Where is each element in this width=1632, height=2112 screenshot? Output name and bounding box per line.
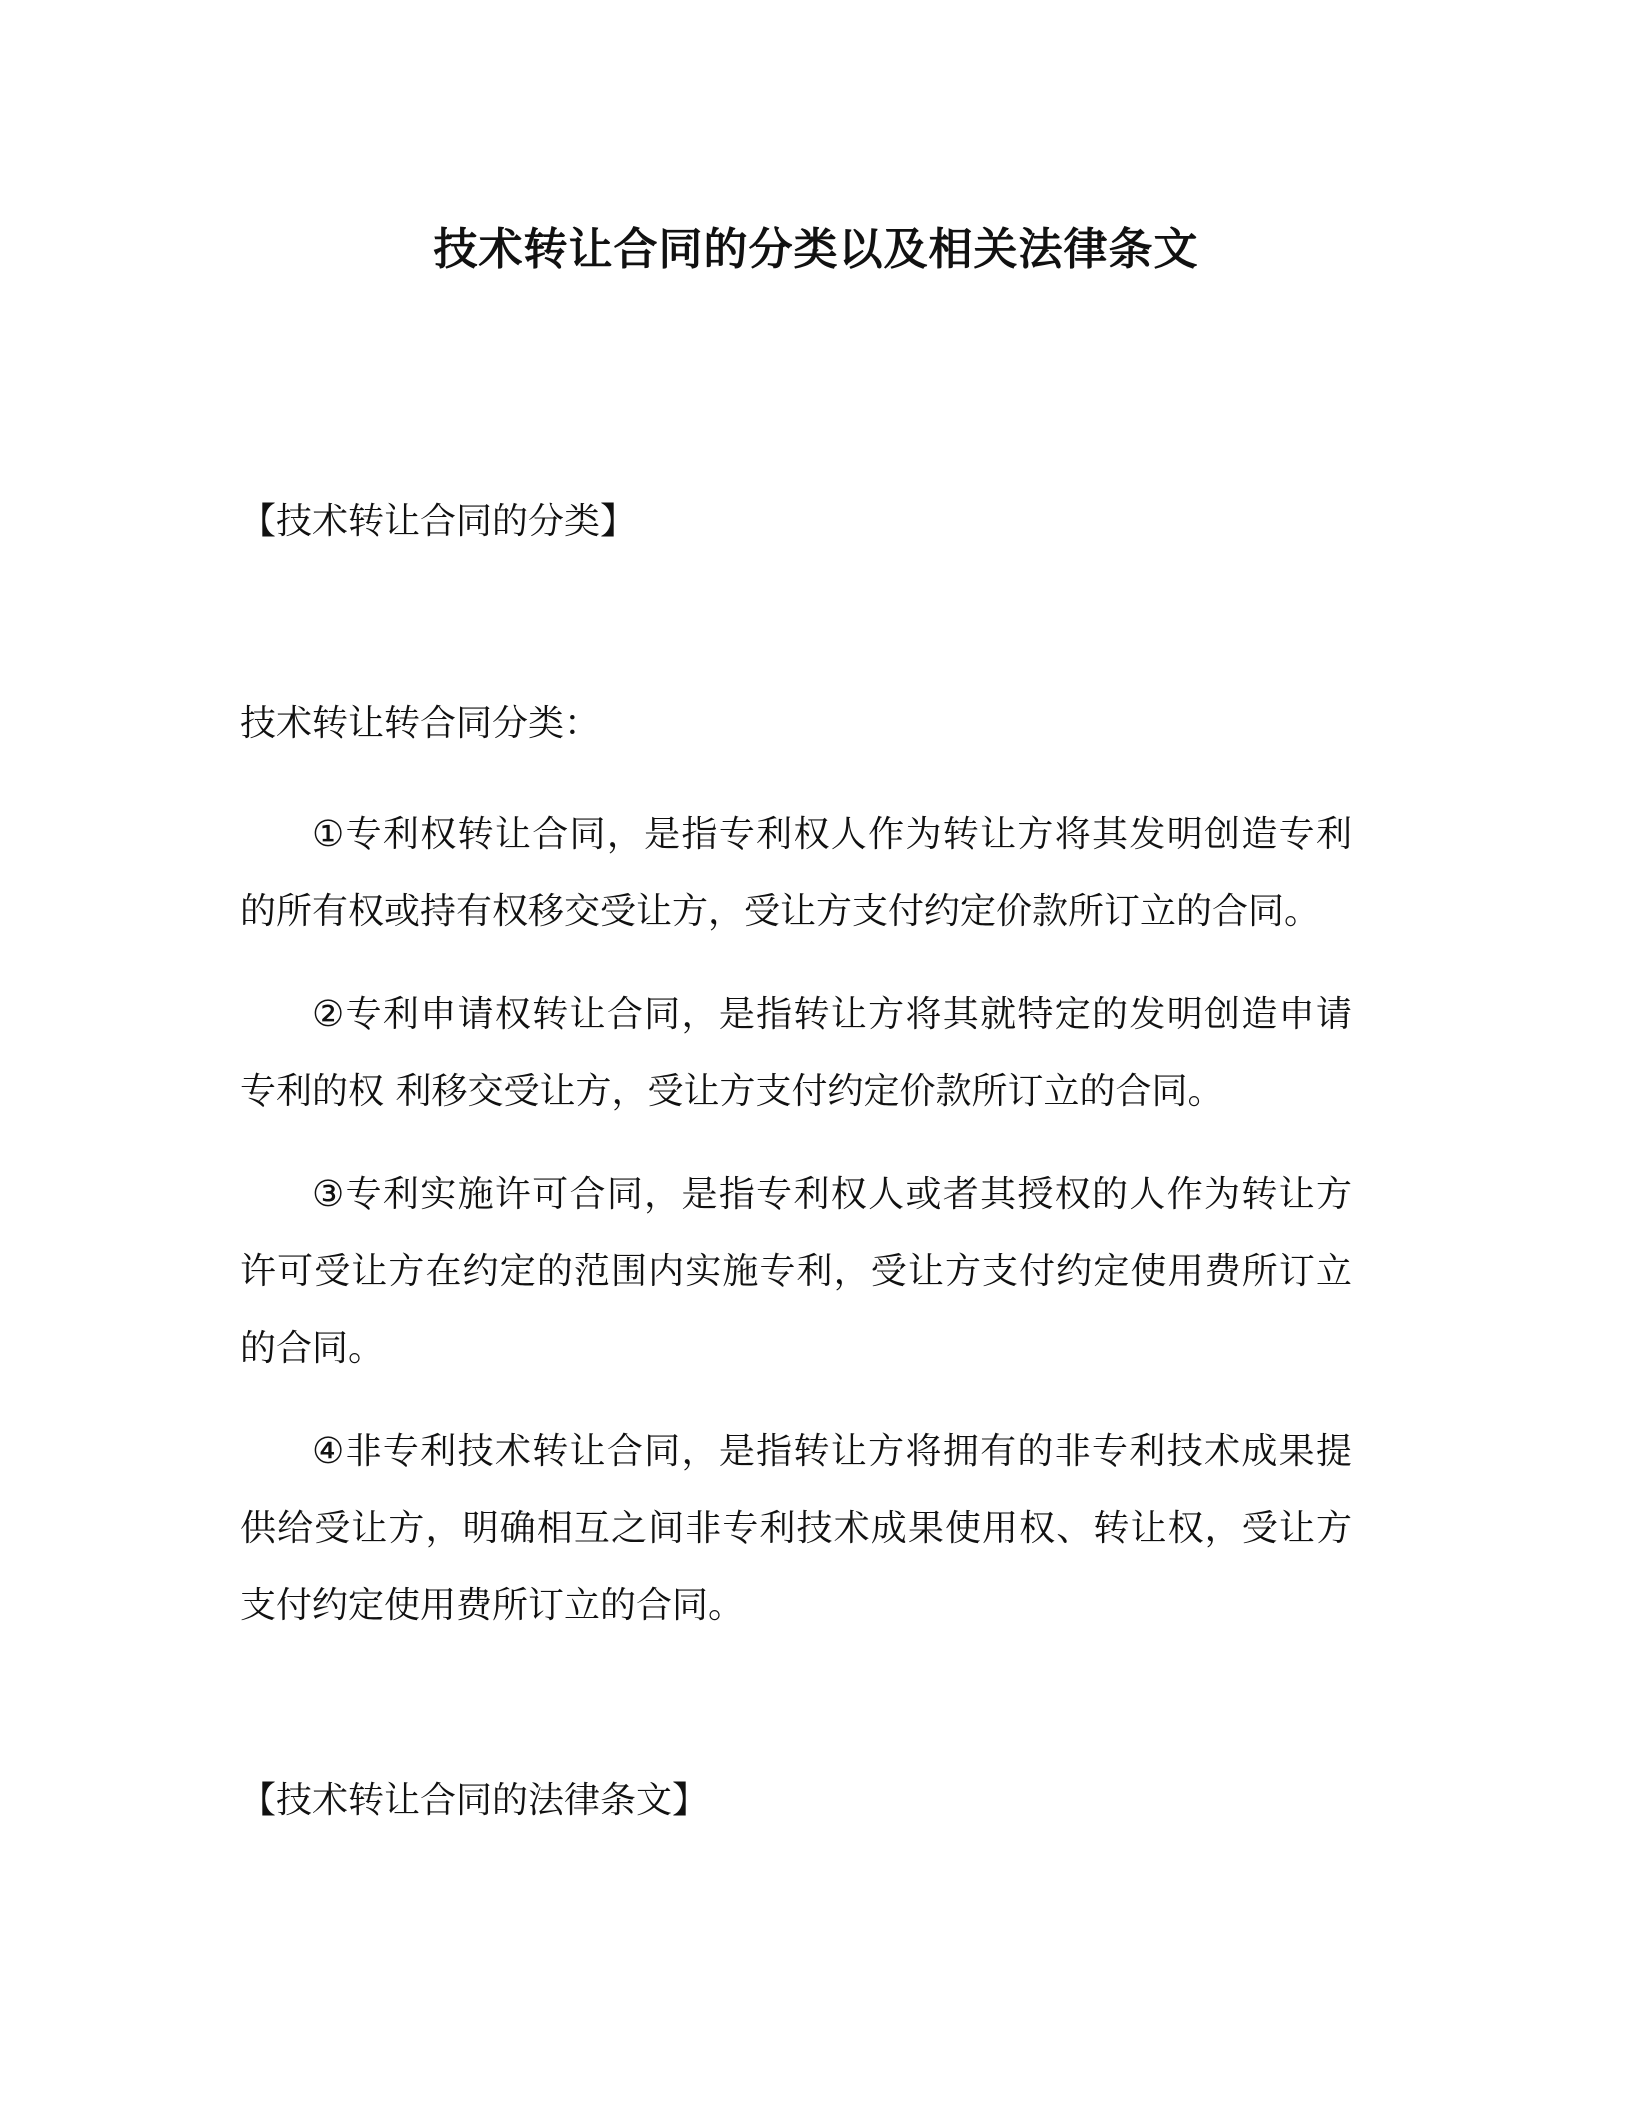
classification-lead-line: 技术转让转合同分类：	[240, 703, 601, 744]
classification-list	[240, 796, 1352, 1670]
section-heading-classification: 【技术转让合同的分类】	[240, 501, 637, 542]
document-title: 技术转让合同的分类以及相关法律条文	[433, 224, 1199, 275]
classification-item-3: ③专利实施许可合同，是指专利权人或者其授权的人作为转让方许可受让方在约定的范围内实施专利，受让方支付约定使用费所订立的合同。	[240, 1174, 1352, 1369]
classification-item-4: ④非专利技术转让合同，是指转让方将拥有的非专利技术成果提供给受让方，明确相互之间非专利技术成果使用权、转让权，受让方支付约定使用费所订立的合同。	[240, 1431, 1352, 1626]
section-heading-law: 【技术转让合同的法律条文】	[240, 1780, 709, 1821]
classification-item-1: ①专利权转让合同，是指专利权人作为转让方将其发明创造专利的所有权或持有权移交受让方，受让方支付约定价款所订立的合同。	[240, 814, 1352, 932]
classification-item-2: ②专利申请权转让合同，是指转让方将其就特定的发明创造申请专利的权 利移交受让方，受让方支付约定价款所订立的合同。	[240, 994, 1352, 1112]
